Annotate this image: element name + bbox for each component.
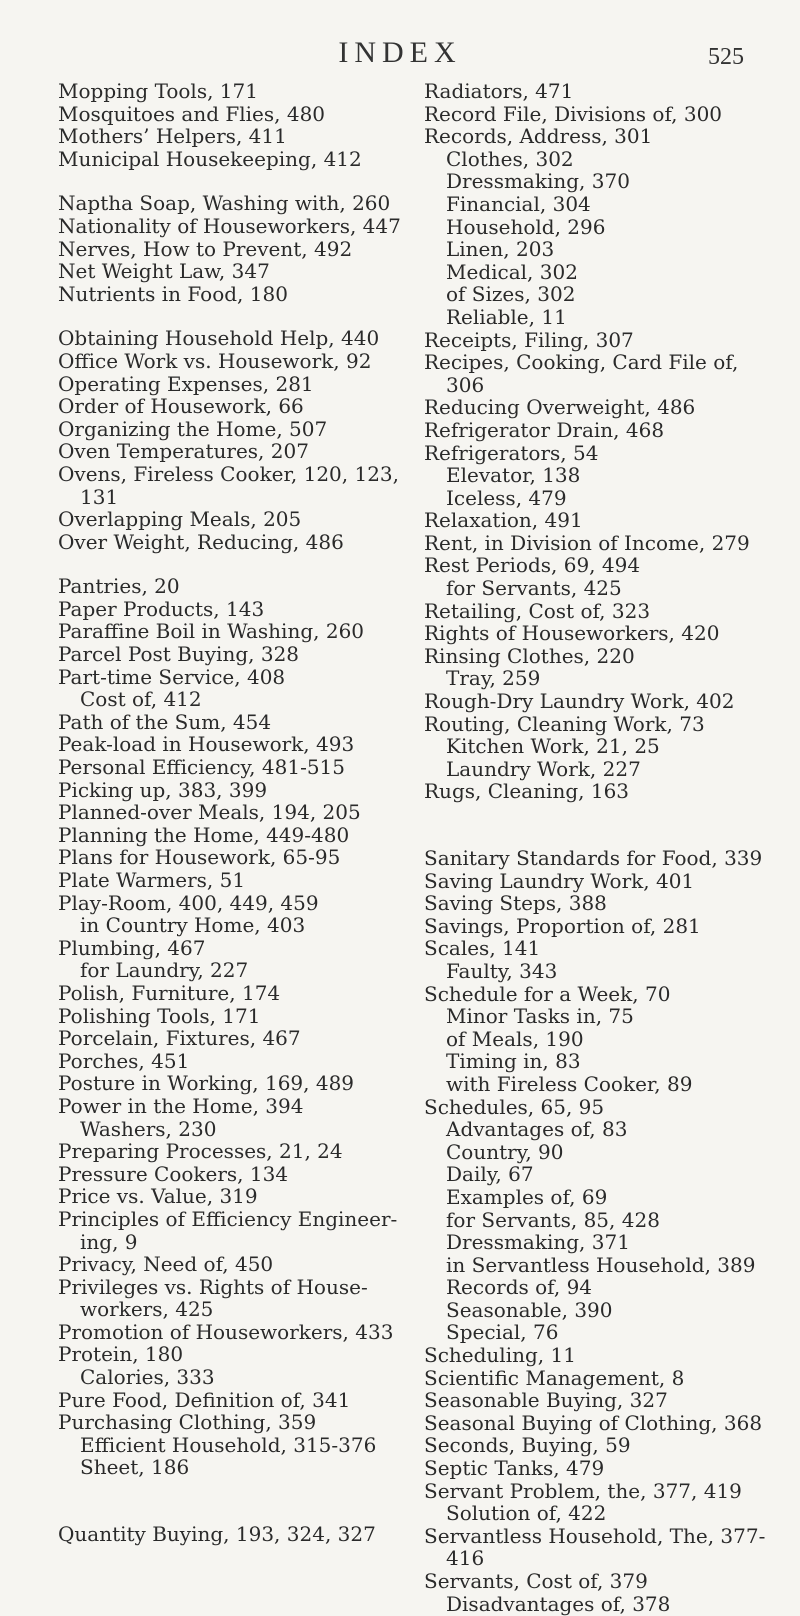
index-entry: Plumbing, 467 (58, 935, 206, 960)
index-entry: Mosquitoes and Flies, 480 (58, 101, 326, 126)
index-entry: Rugs, Cleaning, 163 (424, 779, 630, 804)
index-entry: Mothers’ Helpers, 411 (58, 124, 287, 149)
index-entry: Radiators, 471 (424, 79, 574, 103)
index-entry: Sanitary Standards for Food, 339 (424, 846, 763, 870)
index-entry: Porches, 451 (58, 1048, 190, 1073)
index-subentry: Cost of, 412 (80, 687, 202, 712)
index-subentry: Clothes, 302 (446, 146, 574, 171)
index-entry: Savings, Proportion of, 281 (424, 913, 701, 938)
page-number: 525 (708, 44, 744, 70)
index-subentry: Timing in, 83 (446, 1049, 581, 1074)
index-entry: Power in the Home, 394 (58, 1093, 304, 1118)
index-entry: Purchasing Clothing, 359 (58, 1410, 317, 1435)
section-gap (424, 825, 799, 847)
section-gap (58, 170, 433, 192)
index-entry: Receipts, Filing, 307 (424, 327, 634, 352)
index-entry: Over Weight, Reducing, 486 (58, 529, 344, 554)
index-subentry: for Servants, 85, 428 (446, 1207, 660, 1232)
index-subentry: Washers, 230 (80, 1116, 217, 1141)
index-subentry: Examples of, 69 (446, 1184, 608, 1209)
index-entry: Privacy, Need of, 450 (58, 1252, 274, 1277)
index-entry-continuation: workers, 425 (80, 1297, 214, 1322)
index-entry: Paraffine Boil in Washing, 260 (58, 619, 365, 644)
index-entry: Saving Steps, 388 (424, 891, 607, 916)
index-subentry: Country, 90 (446, 1139, 564, 1164)
index-entry: Saving Laundry Work, 401 (424, 868, 695, 893)
index-entry: Routing, Cleaning Work, 73 (424, 711, 705, 736)
index-entry: Seasonal Buying of Clothing, 368 (424, 1410, 763, 1435)
section-gap (58, 1479, 433, 1501)
index-entry: Seasonable Buying, 327 (424, 1388, 668, 1413)
index-entry: Nationality of Houseworkers, 447 (58, 213, 401, 238)
index-entry: Plate Warmers, 51 (58, 868, 246, 892)
index-entry: Mopping Tools, 171 (58, 79, 258, 103)
index-entry: Record File, Divisions of, 300 (424, 101, 723, 126)
index-subentry: Financial, 304 (446, 191, 591, 216)
index-entry: Refrigerators, 54 (424, 440, 599, 465)
index-subentry: for Servants, 425 (446, 576, 622, 601)
index-entry: Relaxation, 491 (424, 508, 583, 533)
index-subentry: Special, 76 (446, 1320, 559, 1345)
index-entry: Polishing Tools, 171 (58, 1003, 261, 1028)
index-subentry: Kitchen Work, 21, 25 (446, 734, 660, 759)
index-entry: Servantless Household, The, 377- (424, 1523, 766, 1548)
index-subentry: for Laundry, 227 (80, 958, 249, 983)
index-column-left (58, 80, 433, 1546)
index-entry: Preparing Processes, 21, 24 (58, 1139, 343, 1164)
index-entry: Rest Periods, 69, 494 (424, 553, 641, 578)
index-entry: Personal Efficiency, 481-515 (58, 755, 346, 780)
index-column-right (424, 80, 799, 1615)
index-subentry: Efficient Household, 315-376 (80, 1432, 377, 1457)
index-entry: Paper Products, 143 (58, 596, 265, 621)
index-entry-continuation: 131 (80, 484, 119, 509)
index-entry: Naptha Soap, Washing with, 260 (58, 191, 391, 216)
index-subentry: in Country Home, 403 (80, 913, 306, 938)
index-entry: Scales, 141 (424, 936, 541, 961)
index-subentry: Elevator, 138 (446, 463, 581, 488)
index-entry: Ovens, Fireless Cooker, 120, 123, (58, 461, 400, 486)
index-entry: Operating Expenses, 281 (58, 371, 314, 396)
index-subentry: Seasonable, 390 (446, 1297, 613, 1322)
index-entry: Posture in Working, 169, 489 (58, 1071, 355, 1096)
index-entry: Planned-over Meals, 194, 205 (58, 800, 361, 825)
index-entry: Municipal Housekeeping, 412 (58, 146, 362, 171)
index-subentry: Daily, 67 (446, 1162, 534, 1187)
index-subentry: Solution of, 422 (446, 1501, 607, 1526)
index-subentry: Dressmaking, 371 (446, 1230, 630, 1255)
index-entry: Play-Room, 400, 449, 459 (58, 890, 319, 915)
index-subentry: Faulty, 343 (446, 958, 558, 983)
index-entry: Privileges vs. Rights of House- (58, 1274, 368, 1299)
index-entry: Oven Temperatures, 207 (58, 439, 309, 464)
index-entry: Refrigerator Drain, 468 (424, 417, 665, 442)
index-entry: Part-time Service, 408 (58, 664, 286, 689)
index-entry: Recipes, Cooking, Card File of, (424, 350, 739, 375)
index-entry: Reducing Overweight, 486 (424, 395, 696, 420)
index-entry: Rent, in Division of Income, 279 (424, 530, 750, 555)
index-entry: Organizing the Home, 507 (58, 416, 328, 441)
index-entry: Pressure Cookers, 134 (58, 1161, 289, 1186)
index-entry: Picking up, 383, 399 (58, 777, 268, 802)
index-entry: Protein, 180 (58, 1342, 184, 1367)
index-entry: Servant Problem, the, 377, 419 (424, 1478, 742, 1503)
index-entry: Path of the Sum, 454 (58, 709, 272, 734)
index-subentry: Medical, 302 (446, 259, 578, 284)
index-entry: Office Work vs. Housework, 92 (58, 348, 372, 373)
index-subentry: Calories, 333 (80, 1365, 215, 1390)
index-entry: Nerves, How to Prevent, 492 (58, 236, 353, 261)
index-subentry: Sheet, 186 (80, 1455, 190, 1480)
section-gap (424, 803, 799, 825)
index-entry: Rights of Houseworkers, 420 (424, 621, 720, 646)
index-subentry: Laundry Work, 227 (446, 756, 641, 781)
index-entry: Records, Address, 301 (424, 124, 653, 149)
index-subentry: Dressmaking, 370 (446, 169, 630, 194)
index-subentry: of Sizes, 302 (446, 282, 576, 307)
index-subentry: Advantages of, 83 (446, 1117, 628, 1142)
index-entry: Quantity Buying, 193, 324, 327 (58, 1522, 376, 1547)
index-subentry: Tray, 259 (446, 666, 541, 691)
index-entry: Order of Housework, 66 (58, 394, 304, 419)
index-entry: Porcelain, Fixtures, 467 (58, 1026, 301, 1051)
index-entry: Obtaining Household Help, 440 (58, 326, 380, 351)
section-gap (58, 1501, 433, 1523)
index-entry: Polish, Furniture, 174 (58, 980, 281, 1005)
index-entry: Net Weight Law, 347 (58, 259, 270, 284)
index-entry: Nutrients in Food, 180 (58, 281, 288, 306)
index-subentry: Household, 296 (446, 214, 606, 239)
index-subentry: Linen, 203 (446, 237, 555, 262)
index-entry: Peak-load in Housework, 493 (58, 732, 355, 757)
index-entry: Servants, Cost of, 379 (424, 1569, 648, 1593)
index-entry: Schedule for a Week, 70 (424, 981, 671, 1006)
index-entry-continuation: ing, 9 (80, 1229, 138, 1254)
section-gap (58, 305, 433, 327)
index-entry-continuation: 416 (446, 1546, 485, 1571)
index-entry: Planning the Home, 449-480 (58, 822, 350, 847)
index-entry: Price vs. Value, 319 (58, 1184, 258, 1209)
index-entry: Plans for Housework, 65-95 (58, 845, 341, 870)
index-subentry: Records of, 94 (446, 1275, 593, 1300)
index-entry: Pantries, 20 (58, 574, 180, 599)
index-entry: Seconds, Buying, 59 (424, 1433, 631, 1458)
index-subentry: in Servantless Household, 389 (446, 1252, 756, 1277)
index-subentry: of Meals, 190 (446, 1026, 584, 1051)
index-subentry: Disadvantages of, 378 (446, 1591, 671, 1616)
index-entry: Scheduling, 11 (424, 1343, 576, 1368)
index-entry-continuation: 306 (446, 372, 485, 397)
index-subentry: Reliable, 11 (446, 304, 567, 329)
section-gap (58, 553, 433, 575)
index-entry: Retailing, Cost of, 323 (424, 598, 651, 623)
index-entry: Overlapping Meals, 205 (58, 507, 302, 532)
index-entry: Septic Tanks, 479 (424, 1456, 605, 1481)
index-entry: Parcel Post Buying, 328 (58, 642, 300, 667)
index-entry: Promotion of Houseworkers, 433 (58, 1319, 394, 1344)
index-entry: Scientific Management, 8 (424, 1365, 685, 1390)
index-subentry: Minor Tasks in, 75 (446, 1004, 634, 1029)
index-entry: Pure Food, Definition of, 341 (58, 1387, 351, 1412)
index-entry: Schedules, 65, 95 (424, 1094, 605, 1119)
page-header-title: INDEX (338, 36, 462, 69)
index-entry: Rough-Dry Laundry Work, 402 (424, 689, 735, 714)
index-subentry: Iceless, 479 (446, 485, 567, 510)
index-entry: Rinsing Clothes, 220 (424, 643, 635, 668)
index-entry: Principles of Efficiency Engineer- (58, 1206, 398, 1231)
index-subentry: with Fireless Cooker, 89 (446, 1071, 693, 1096)
